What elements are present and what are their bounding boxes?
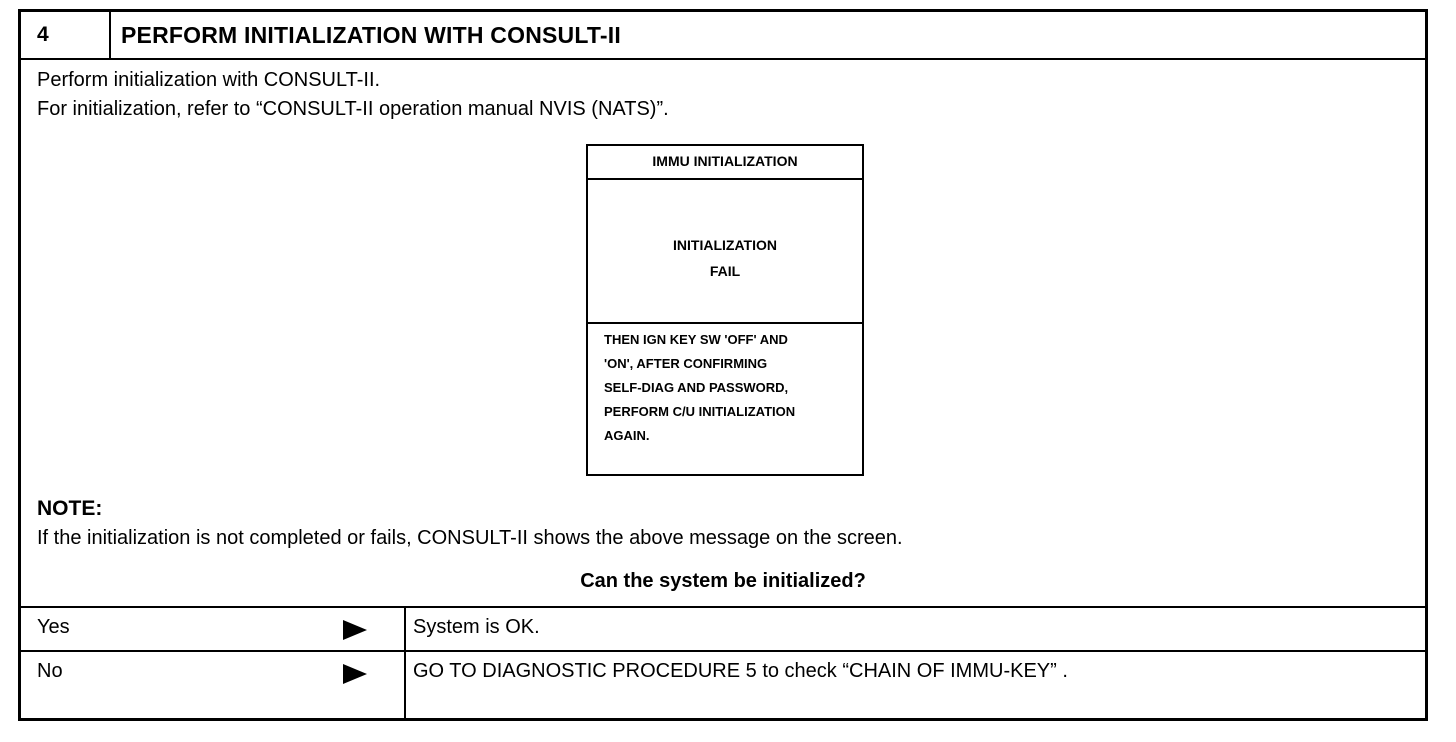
- column-divider: [404, 608, 406, 650]
- screen-instruction-line: AGAIN.: [604, 428, 650, 443]
- screen-instruction-line: 'ON', AFTER CONFIRMING: [604, 356, 768, 371]
- answer-row-yes: [21, 608, 1425, 652]
- answer-label-no: No: [37, 660, 63, 682]
- screen-status: [588, 180, 862, 324]
- step-number: 4: [21, 12, 111, 58]
- answer-row-no: [21, 652, 1425, 718]
- arrow-right-icon: [343, 620, 367, 640]
- intro-line-1: Perform initialization with CONSULT-II.: [37, 69, 381, 91]
- screen-instruction-line: THEN IGN KEY SW 'OFF' AND: [604, 332, 788, 347]
- step-title: PERFORM INITIALIZATION WITH CONSULT-II: [121, 22, 621, 48]
- answer-label-yes: Yes: [37, 616, 70, 638]
- step-header: [21, 12, 1425, 60]
- column-divider: [404, 652, 406, 718]
- intro-line-2: For initialization, refer to “CONSULT-II operation manual NVIS (NATS)”.: [37, 98, 669, 120]
- decision-question: Can the system be initialized?: [580, 570, 866, 592]
- screen-title: IMMU INITIALIZATION: [588, 146, 862, 180]
- answer-table: [21, 606, 1425, 718]
- screen-instruction-line: PERFORM C/U INITIALIZATION: [604, 404, 796, 419]
- screen-status-line-2: FAIL: [709, 263, 741, 279]
- answer-result-no: GO TO DIAGNOSTIC PROCEDURE 5 to check “CHAIN OF IMMU-KEY” .: [413, 660, 1068, 682]
- consult-screen-illustration: [586, 144, 864, 476]
- procedure-table: [18, 9, 1428, 721]
- arrow-right-icon: [343, 664, 367, 684]
- intro-text: [37, 66, 669, 124]
- screen-instructions: [588, 324, 862, 448]
- answer-result-yes: System is OK.: [413, 616, 540, 638]
- note-text: If the initialization is not completed or fails, CONSULT-II shows the above message on the screen.: [37, 527, 903, 549]
- screen-status-line-1: INITIALIZATION: [673, 237, 777, 253]
- screen-instruction-line: SELF-DIAG AND PASSWORD,: [604, 380, 789, 395]
- note-label: NOTE:: [37, 497, 103, 520]
